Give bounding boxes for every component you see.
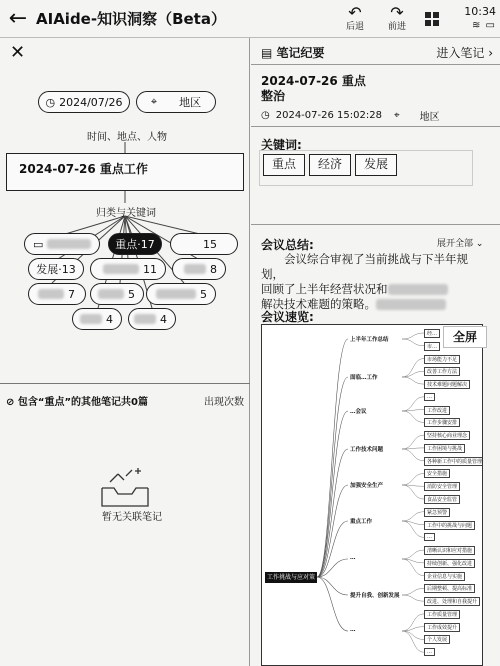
summary-header-title — [261, 44, 325, 61]
mindmap-edge — [402, 339, 424, 346]
mindmap-leaf: 紧急预警 — [424, 508, 450, 517]
keywords-label: 归类与关键词 — [96, 208, 156, 219]
mindmap-leaf: … — [424, 533, 435, 541]
mindmap-edge — [402, 512, 424, 521]
mindmap-leaf: 后期整顿、提高标准 — [424, 584, 475, 593]
tag-pill[interactable] — [90, 258, 166, 280]
tag-blurred — [47, 239, 91, 249]
redo-icon: ↷ — [390, 3, 404, 22]
fullscreen-button[interactable]: 全屏 — [443, 326, 487, 348]
note-summary-pane — [251, 38, 500, 666]
location-pin-icon: ⌖ — [393, 110, 400, 121]
empty-inbox-icon — [96, 466, 156, 512]
expand-all-button[interactable] — [437, 236, 483, 249]
tag-pill[interactable] — [24, 233, 100, 255]
mindmap-edge — [402, 411, 424, 422]
chevron-down-icon: ⌄ — [475, 239, 484, 249]
divider — [251, 64, 500, 65]
mindmap-branch: 上半年工作总结 — [350, 337, 389, 343]
mindmap[interactable] — [261, 324, 483, 666]
mindmap-edge — [317, 577, 348, 595]
mindmap-edge — [317, 449, 348, 577]
mindmap-leaf: 市场能力不足 — [424, 355, 460, 364]
location-pin-icon: ⌖ — [150, 95, 158, 108]
tag-pill[interactable] — [90, 283, 144, 305]
app-title: AIAide-知识洞察（Beta） — [36, 10, 226, 28]
clock-icon: ◷ — [45, 95, 56, 109]
mindmap-edge — [402, 521, 424, 537]
tag-pill[interactable] — [28, 283, 86, 305]
mindmap-edge — [402, 473, 424, 485]
mindmap-leaf: 持续创新、强化改进 — [424, 559, 475, 568]
related-notes-text: 包含“重点”的其他笔记共0篇 — [17, 397, 148, 408]
keyword-chip[interactable]: 重点 — [263, 154, 305, 176]
undo-icon: ↶ — [348, 3, 362, 22]
grid-menu-button[interactable] — [418, 12, 446, 26]
keyword-chip[interactable]: 发展 — [355, 154, 397, 176]
note-title-line: 整治 — [261, 89, 286, 103]
mindmap-edge — [402, 550, 424, 559]
mindmap-edge — [402, 559, 424, 576]
mindmap-branch: … — [350, 555, 356, 561]
enter-note-button[interactable]: 进入笔记 › — [436, 46, 493, 60]
mindmap-edge — [402, 449, 424, 461]
tag-blurred — [38, 289, 64, 299]
close-back-icon[interactable]: ← — [8, 5, 28, 31]
note-title-line: 2024-07-26 重点 — [261, 74, 366, 88]
mindmap-edge — [317, 339, 348, 577]
mindmap-branch: 重点工作 — [350, 519, 373, 525]
keywords-title: 关键词: — [261, 138, 302, 152]
link-icon: ⊘ — [6, 397, 18, 408]
tag-blurred — [80, 314, 102, 324]
summary-line: 会议综合审视了当前挑战与下半年规划， — [261, 252, 468, 281]
summary-blurred — [376, 299, 446, 310]
mindmap-leaf: 改善工作方法 — [424, 367, 460, 376]
tag-pill[interactable] — [146, 283, 216, 305]
close-icon[interactable]: ✕ — [10, 42, 26, 63]
tag-count: 4 — [160, 312, 167, 326]
status-bar — [446, 5, 500, 33]
note-meta — [261, 108, 440, 123]
mindmap-branch: …会议 — [350, 409, 367, 415]
tag-count: ·17 — [137, 237, 155, 251]
note-title — [261, 74, 366, 104]
mindmap-leaf: 工作质量管理 — [424, 610, 460, 619]
mindmap-leaf: 消防安全管理 — [424, 482, 460, 491]
undo-label: 后退 — [345, 22, 364, 32]
knowledge-graph-pane — [0, 38, 250, 666]
expand-all-label: 展开全部 — [437, 239, 474, 249]
mindmap-leaf: 技术难题问题解决 — [424, 380, 470, 389]
mindmap-leaf: 工作困境与挑战 — [424, 444, 465, 453]
mindmap-edge — [402, 410, 424, 411]
tag-blurred — [98, 289, 124, 299]
mindmap-edge — [402, 631, 424, 639]
mindmap-edge — [402, 435, 424, 449]
mindmap-edge — [402, 333, 424, 339]
note-timestamp: 2024-07-26 15:02:28 — [275, 110, 382, 121]
mindmap-leaf: 经… — [424, 329, 440, 338]
divider — [0, 383, 250, 384]
mindmap-leaf: 食品安全监管 — [424, 495, 460, 504]
dimension-label: 时间、地点、人物 — [87, 132, 167, 143]
mindmap-branch: 面临…工作 — [350, 375, 378, 381]
summary-text — [261, 252, 483, 312]
tag-pill[interactable] — [170, 233, 238, 255]
region-pill[interactable] — [136, 91, 216, 113]
related-notes-label — [6, 393, 148, 408]
mindmap-edge — [402, 614, 424, 631]
tag-count: 5 — [200, 287, 207, 301]
folder-icon: ▭ — [33, 237, 44, 251]
summary-header-text: 笔记纪要 — [276, 46, 325, 60]
tag-pill[interactable] — [28, 258, 84, 280]
mindmap-edge — [317, 485, 348, 577]
meeting-overview-title: 会议速览: — [261, 310, 314, 324]
mindmap-leaf: 各种新工作中的质量管理 — [424, 457, 483, 466]
top-bar — [0, 0, 500, 38]
mindmap-branch: 提升自我、创新发展 — [350, 593, 400, 599]
mindmap-leaf: 工作成效提升 — [424, 623, 460, 632]
tag-blurred — [156, 289, 196, 299]
mindmap-edge — [402, 485, 424, 499]
region-pill-text: 地区 — [179, 96, 202, 109]
tag-label: 发展 — [36, 263, 59, 276]
clock: 10:34 — [464, 4, 496, 18]
mindmap-branch: 工作技术问题 — [350, 447, 384, 453]
note-icon: ▤ — [261, 46, 277, 60]
tag-count: 8 — [210, 262, 217, 276]
clock-icon: ◷ — [261, 110, 270, 121]
mindmap-leaf: 改进、处理和自我提升 — [424, 597, 480, 606]
center-note-box[interactable]: 2024-07-26 重点工作 — [6, 153, 244, 191]
tag-pill[interactable] — [128, 308, 176, 330]
tag-count: 15 — [203, 237, 217, 251]
mindmap-leaf: 工作步骤安排 — [424, 418, 460, 427]
related-notes-header — [6, 393, 244, 408]
mindmap-branch: 加强安全生产 — [350, 483, 384, 489]
mindmap-branch: … — [350, 627, 356, 633]
divider — [251, 126, 500, 127]
mindmap-edge — [317, 577, 348, 631]
mindmap-edge — [402, 588, 424, 595]
tag-count: 7 — [68, 287, 75, 301]
grid-icon — [425, 12, 439, 26]
mindmap-edge — [402, 377, 424, 384]
summary-line: 解决技术难题的策略。 — [261, 297, 376, 311]
occurrence-sort-button[interactable]: 出现次数 — [204, 397, 244, 408]
mindmap-leaf: 市… — [424, 342, 440, 351]
mindmap-edge — [402, 371, 424, 377]
tag-blurred — [103, 264, 139, 274]
mindmap-leaf: 个人发展 — [424, 635, 450, 644]
tag-pill[interactable] — [172, 258, 226, 280]
mindmap-edge — [402, 631, 424, 652]
wifi-battery-icon: ≋ ▭ — [471, 19, 496, 31]
mindmap-edge — [402, 397, 424, 411]
tag-label: 重点 — [115, 238, 138, 251]
summary-header — [261, 44, 493, 61]
keyword-chip[interactable]: 经济 — [309, 154, 351, 176]
summary-blurred — [388, 284, 448, 295]
tag-pill[interactable] — [72, 308, 122, 330]
mindmap-leaf: 工作中的挑战与问题 — [424, 521, 475, 530]
tag-count: ·13 — [58, 262, 76, 276]
note-region: 地区 — [419, 112, 440, 123]
summary-title: 会议总结: — [261, 238, 314, 252]
mindmap-root: 工作挑战与应对策略 — [266, 574, 315, 592]
mindmap-edge — [402, 595, 424, 601]
mindmap-leaf: 清晰认识和应对措施 — [424, 546, 475, 555]
tag-count: 4 — [106, 312, 113, 326]
mindmap-leaf: 坚持核心商业理念 — [424, 431, 470, 440]
mindmap-leaf: … — [424, 648, 435, 656]
tag-count: 5 — [128, 287, 135, 301]
tag-blurred — [134, 314, 156, 324]
date-pill[interactable] — [38, 91, 130, 113]
mindmap-leaf: … — [424, 393, 435, 401]
tag-count: 11 — [143, 262, 157, 276]
undo-button[interactable] — [334, 4, 376, 33]
summary-line: 回顾了上半年经营状况和 — [261, 282, 388, 296]
tag-pill-selected[interactable] — [108, 233, 162, 255]
mindmap-leaf: 安全措施 — [424, 469, 450, 478]
tag-blurred — [184, 264, 206, 274]
date-pill-text: 2024/07/26 — [59, 95, 123, 109]
redo-button[interactable] — [376, 4, 418, 33]
redo-label: 前进 — [387, 22, 406, 32]
empty-state-label: 暂无关联笔记 — [102, 512, 162, 523]
mindmap-edge — [317, 411, 348, 577]
mindmap-leaf: 企业信息与实施 — [424, 572, 465, 581]
divider — [251, 224, 500, 225]
mindmap-leaf: 工作改进 — [424, 406, 450, 415]
